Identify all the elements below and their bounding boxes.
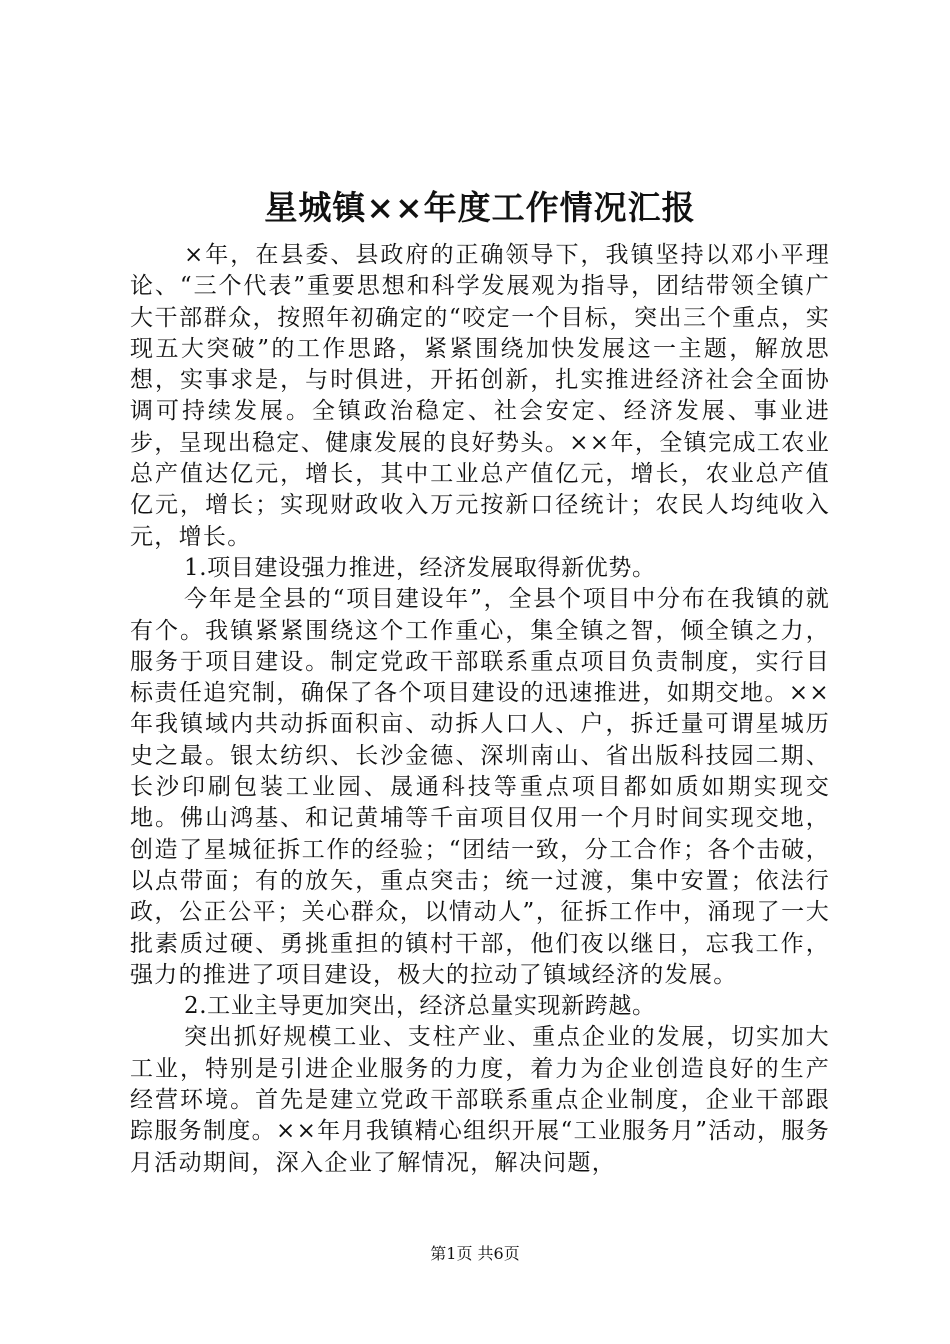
document-body (130, 240, 830, 1179)
section-heading-2: 2.工业主导更加突出，经济总量实现新跨越。 (184, 993, 656, 1020)
intro-paragraph: ×年，在县委、县政府的正确领导下，我镇坚持以邓小平理论、“三个代表”重要思想和科学发展观为指导，团结带领全镇广大干部群众，按照年初确定的“咬定一个目标，突出三个重点，实现五大突破”的工作思路，紧紧围绕加快发展这一主题，解放思想，实事求是，与时俱进，开拓创新，扎实推进经济社会全面协调可持续发展。全镇政治稳定、社会安定、经济发展、事业进步，呈现出稳定、健康发展的良好势头。××年，全镇完成工农业总产值达亿元，增长，其中工业总产值亿元，增长，农业总产值亿元，增长；实现财政收入万元按新口径统计；农民人均纯收入元，增长。 (130, 242, 830, 550)
page-number-footer: 第1页 共6页 (430, 1244, 520, 1263)
section-paragraph-1: 今年是全县的“项目建设年”，全县个项目中分布在我镇的就有个。我镇紧紧围绕这个工作重心，集全镇之智，倾全镇之力，服务于项目建设。制定党政干部联系重点项目负责制度，实行目标责任追究制，确保了各个项目建设的迅速推进，如期交地。××年我镇域内共动拆面积亩、动拆人口人、户，拆迁量可谓星城历史之最。银太纺织、长沙金德、深圳南山、省出版科技园二期、长沙印刷包装工业园、晟通科技等重点项目都如质如期实现交地。佛山鸿基、和记黄埔等千亩项目仅用一个月时间实现交地，创造了星城征拆工作的经验；“团结一致，分工合作；各个击破，以点带面；有的放矢，重点突击；统一过渡，集中安置；依法行政，公正公平；关心群众，以情动人”，征拆工作中，涌现了一大批素质过硬、勇挑重担的镇村干部，他们夜以继日，忘我工作，强力的推进了项目建设，极大的拉动了镇域经济的发展。 (130, 586, 830, 988)
section-paragraph-2: 突出抓好规模工业、支柱产业、重点企业的发展，切实加大工业，特别是引进企业服务的力度，着力为企业创造良好的生产经营环境。首先是建立党政干部联系重点企业制度，企业干部跟踪服务制度。××年月我镇精心组织开展“工业服务月”活动，服务月活动期间，深入企业了解情况，解决问题， (130, 1024, 830, 1176)
document-title: 星城镇××年度工作情况汇报 (264, 188, 696, 227)
section-heading-1: 1.项目建设强力推进，经济发展取得新优势。 (184, 554, 656, 581)
